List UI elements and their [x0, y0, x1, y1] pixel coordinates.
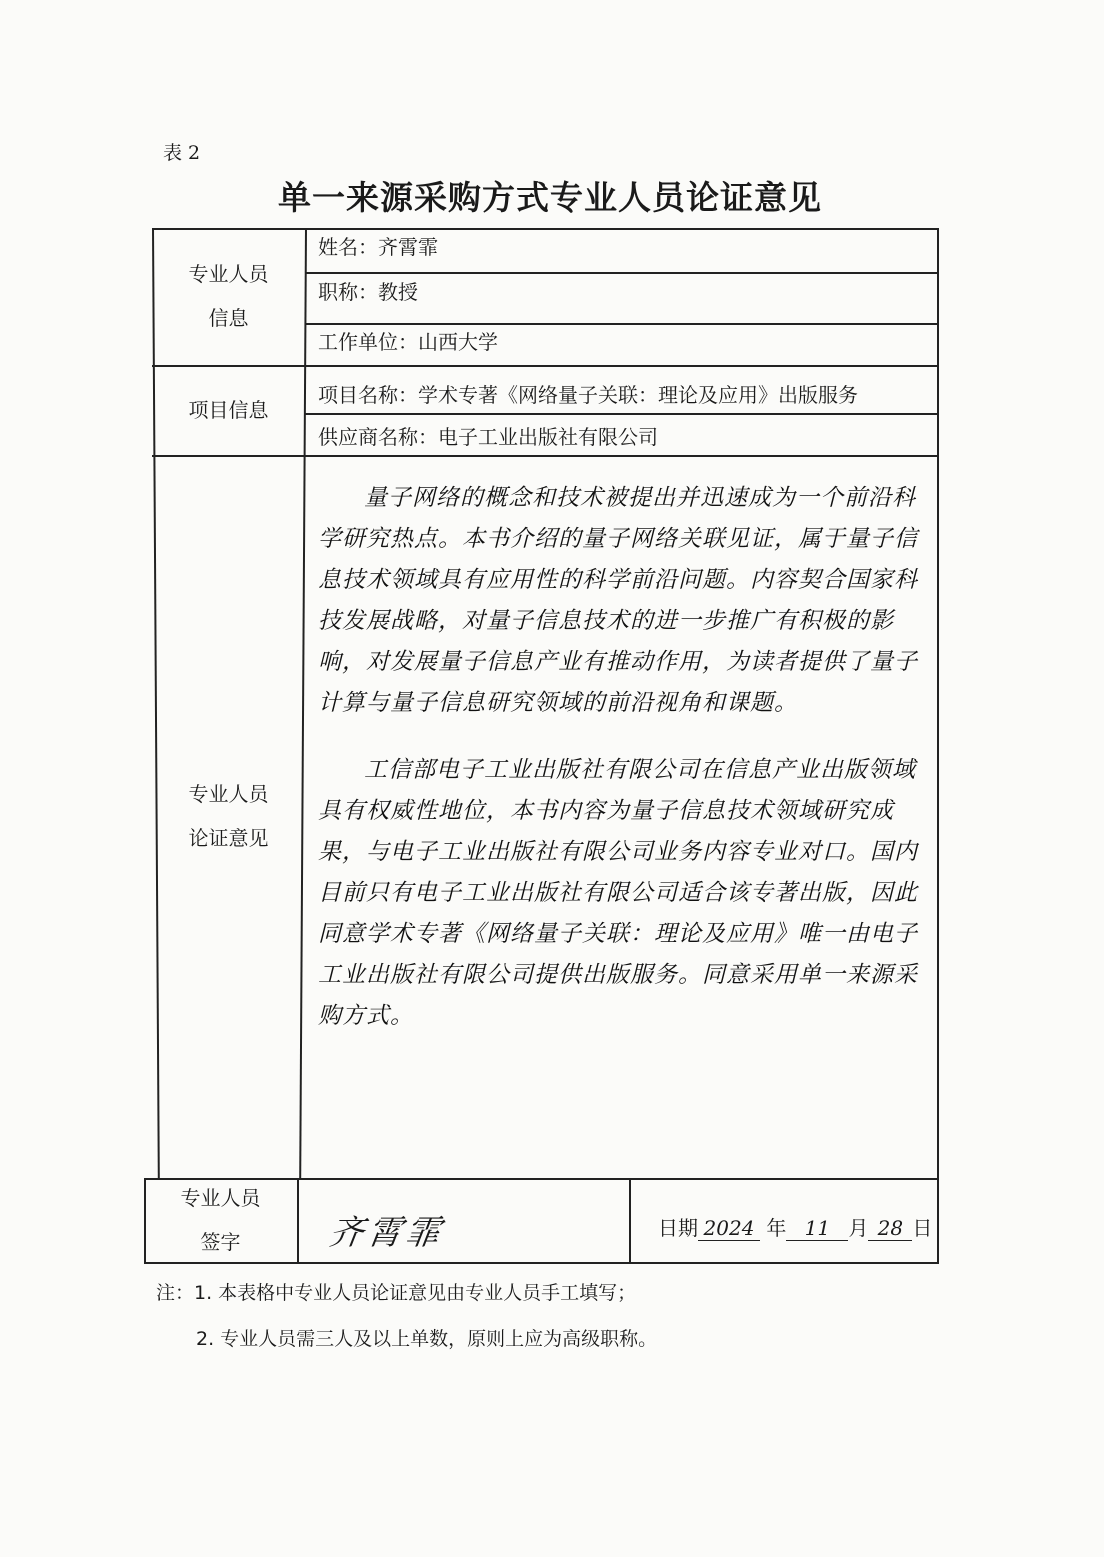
label-line: 专业人员	[188, 782, 269, 806]
signature-label	[144, 1176, 297, 1264]
day-unit: 日	[912, 1216, 933, 1240]
handwritten-signature: 齐霄霏	[326, 1213, 447, 1253]
note-1: 注：1. 本表格中专业人员论证意见由专业人员手工填写；	[156, 1282, 637, 1304]
project-info-label: 项目信息	[188, 398, 269, 422]
label-line: 专业人员	[180, 1186, 261, 1210]
opinion-label	[152, 772, 305, 860]
expert-name-field: 姓名：齐霄霏	[318, 235, 438, 259]
expert-info-label	[152, 252, 305, 340]
column-divider	[297, 1178, 299, 1263]
date-year: 2024	[698, 1216, 760, 1241]
expert-title-field: 职称：教授	[318, 280, 418, 304]
date-month: 11	[786, 1216, 848, 1241]
date-day: 28	[868, 1216, 912, 1241]
page-title: 单一来源采购方式专业人员论证意见	[278, 178, 822, 217]
opinion-paragraph-1: 量子网络的概念和技术被提出并迅速成为一个前沿科学研究热点。本书介绍的量子网络关联见证，属于量子信息技术领域具有应用性的科学前沿问题。内容契合国家科技发展战略，对量子信息技术的进一步推广有积极的影响，对发展量子信息产业有推动作用，为读者提供了量子计算与量子信息研究领域的前沿视角和课题。	[318, 485, 918, 716]
label-line: 信息	[208, 306, 249, 330]
table-border-left	[152, 228, 160, 1178]
table-border-right	[937, 228, 939, 1263]
row-divider	[305, 272, 939, 274]
date-label: 日期	[658, 1216, 698, 1240]
supplier-name-field: 供应商名称：电子工业出版社有限公司	[318, 425, 658, 449]
label-line: 论证意见	[188, 826, 269, 850]
section-divider	[152, 365, 939, 367]
section-divider	[152, 455, 939, 457]
label-line: 专业人员	[188, 262, 269, 286]
row-divider	[305, 323, 939, 325]
project-name-field: 项目名称：学术专著《网络量子关联：理论及应用》出版服务	[318, 383, 858, 407]
column-divider	[629, 1178, 631, 1263]
date-field	[658, 1212, 932, 1241]
handwritten-opinion	[318, 478, 918, 1037]
expert-unit-field: 工作单位：山西大学	[318, 330, 498, 354]
year-unit: 年	[766, 1216, 787, 1240]
table-border-top	[152, 228, 939, 230]
note-2: 2. 专业人员需三人及以上单数，原则上应为高级职称。	[196, 1328, 658, 1350]
label-line: 签字	[200, 1230, 241, 1254]
table-number-label: 表 2	[163, 142, 201, 164]
column-divider	[299, 228, 307, 1178]
opinion-paragraph-2: 工信部电子工业出版社有限公司在信息产业出版领域具有权威性地位，本书内容为量子信息技术领域研究成果，与电子工业出版社有限公司业务内容专业对口。国内目前只有电子工业出版社有限公司适合该专著出版，因此同意学术专著《网络量子关联：理论及应用》唯一由电子工业出版社有限公司提供出版服务。同意采用单一来源采购方式。	[318, 757, 918, 1029]
month-unit: 月	[848, 1216, 869, 1240]
row-divider	[305, 413, 939, 415]
